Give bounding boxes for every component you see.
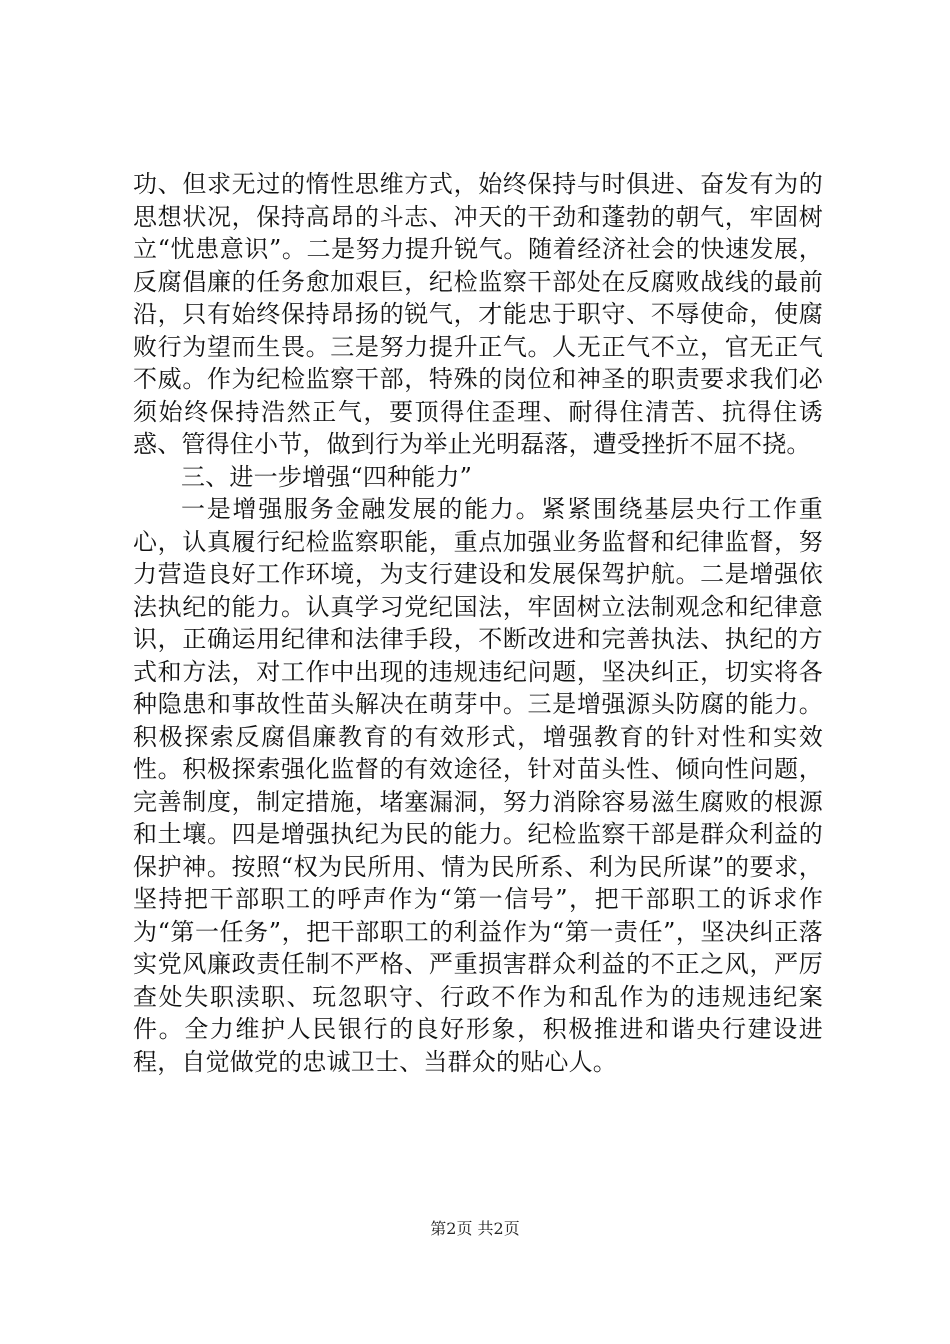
page-number-label: 第2页 共2页 xyxy=(430,1219,520,1238)
page-footer xyxy=(0,1216,950,1239)
body-paragraph-continuation: 功、但求无过的惰性思维方式，始终保持与时俱进、奋发有为的思想状况，保持高昂的斗志、冲天的干劲和蓬勃的朝气，牢固树立“忧患意识”。二是努力提升锐气。随着经济社会的快速发展，反腐倡廉的任务愈加艰巨，纪检监察干部处在反腐败战线的最前沿，只有始终保持昂扬的锐气，才能忠于职守、不辱使命，使腐败行为望而生畏。三是努力提升正气。人无正气不立，官无正气不威。作为纪检监察干部，特殊的岗位和神圣的职责要求我们必须始终保持浩然正气，要顶得住歪理、耐得住清苦、抗得住诱惑、管得住小节，做到行为举止光明磊落，遭受挫折不屈不挠。 xyxy=(133,170,823,458)
body-paragraph-four-abilities: 一是增强服务金融发展的能力。紧紧围绕基层央行工作重心，认真履行纪检监察职能，重点加强业务监督和纪律监督，努力营造良好工作环境，为支行建设和发展保驾护航。二是增强依法执纪的能力。认真学习党纪国法，牢固树立法制观念和纪律意识，正确运用纪律和法律手段，不断改进和完善执法、执纪的方式和方法，对工作中出现的违规违纪问题，坚决纠正，切实将各种隐患和事故性苗头解决在萌芽中。三是增强源头防腐的能力。积极探索反腐倡廉教育的有效形式，增强教育的针对性和实效性。积极探索强化监督的有效途径，针对苗头性、倾向性问题，完善制度，制定措施，堵塞漏洞，努力消除容易滋生腐败的根源和土壤。四是增强执纪为民的能力。纪检监察干部是群众利益的保护神。按照“权为民所用、情为民所系、利为民所谋”的要求，坚持把干部职工的呼声作为“第一信号”，把干部职工的诉求作为“第一任务”，把干部职工的利益作为“第一责任”，坚决纠正落实党风廉政责任制不严格、严重损害群众利益的不正之风，严厉查处失职渎职、玩忽职守、行政不作为和乱作为的违规违纪案件。全力维护人民银行的良好形象，积极推进和谐央行建设进程，自觉做党的忠诚卫士、当群众的贴心人。 xyxy=(133,495,823,1076)
section-heading-four-abilities: 三、进一步增强“四种能力” xyxy=(181,462,473,491)
document-body xyxy=(133,168,823,1078)
